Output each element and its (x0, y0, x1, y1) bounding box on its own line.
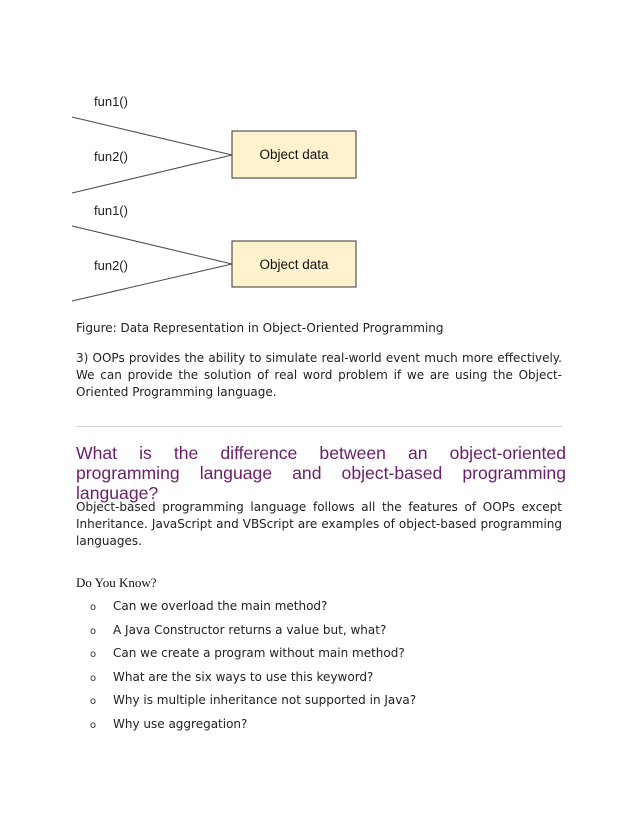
list-item-link[interactable]: What are the six ways to use this keyword? (113, 669, 374, 684)
bullet-icon: o (90, 719, 97, 731)
list-item-link[interactable]: A Java Constructor returns a value but, what? (113, 622, 387, 637)
diagram-group-2 (72, 203, 356, 301)
list-item[interactable] (76, 716, 416, 740)
section-heading: What is the difference between an object-oriented programming language and object-based programming language? (76, 443, 566, 503)
fun1-label: fun1() (94, 203, 128, 218)
bullet-icon: o (90, 649, 97, 660)
paragraph-point-3: 3) OOPs provides the ability to simulate real-world event much more effectively. We can provide the solution of real word problem if we are using the Object-Oriented Programming language. (76, 351, 562, 399)
fun2-label: fun2() (94, 258, 128, 273)
list-item[interactable] (76, 598, 416, 622)
object-data-label: Object data (259, 257, 329, 272)
fun1-label: fun1() (94, 94, 128, 109)
bullet-icon: o (90, 672, 97, 684)
list-item-link[interactable]: Why use aggregation? (113, 716, 248, 731)
bullet-icon: o (90, 602, 97, 613)
section-divider (76, 426, 562, 427)
do-you-know-title: Do You Know? (76, 575, 157, 590)
object-data-label: Object data (259, 147, 329, 162)
list-item-link[interactable]: Can we create a program without main method? (113, 646, 405, 660)
list-item[interactable] (76, 669, 416, 693)
list-item[interactable] (76, 692, 416, 716)
oop-data-diagram (0, 0, 638, 310)
list-item[interactable] (76, 622, 416, 646)
diagram-group-1 (72, 94, 356, 193)
fun2-label: fun2() (94, 149, 128, 164)
list-item-link[interactable]: Can we overload the main method? (113, 599, 328, 613)
list-item-link[interactable]: Why is multiple inheritance not supported in Java? (113, 693, 417, 707)
bullet-icon: o (90, 696, 97, 707)
figure-caption: Figure: Data Representation in Object-Oriented Programming (76, 321, 444, 335)
body-paragraph: Object-based programming language follows all the features of OOPs except Inheritance. JavaScript and VBScript are examples of object-based programming languages. (76, 500, 562, 548)
do-you-know-list (76, 598, 416, 739)
list-item[interactable] (76, 645, 416, 669)
bullet-icon: o (90, 625, 97, 637)
